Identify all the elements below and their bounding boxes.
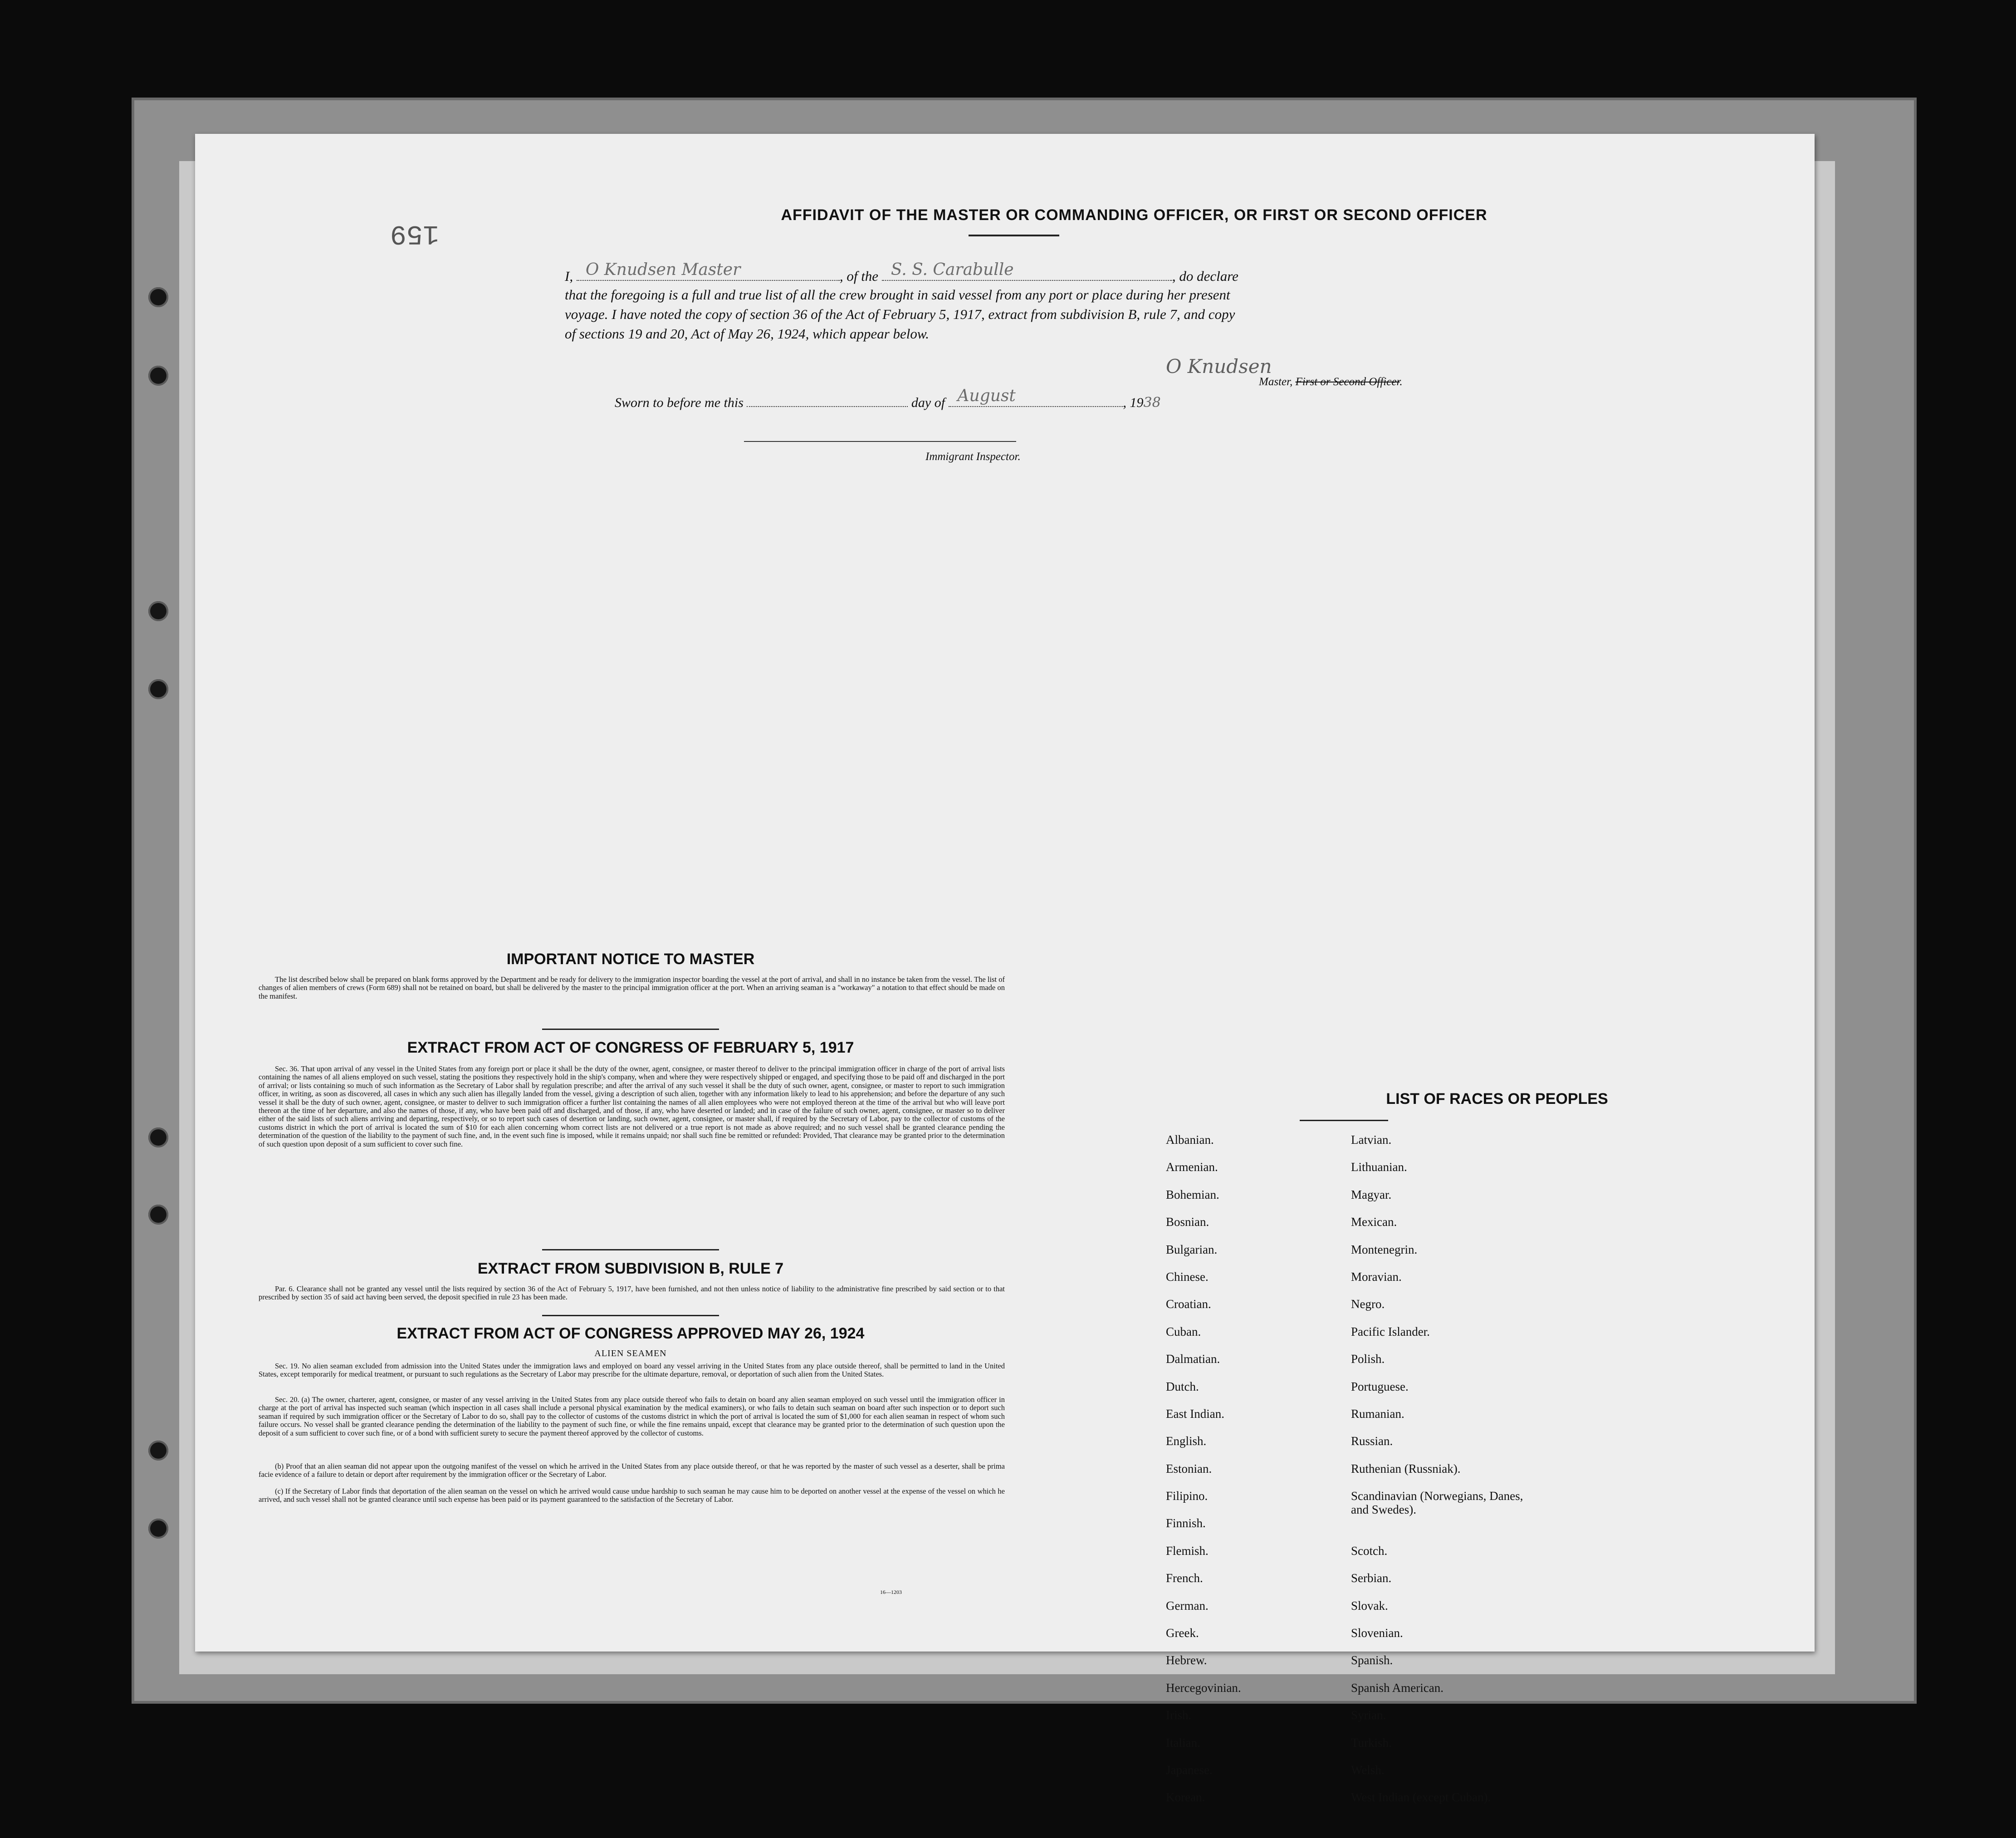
race-item: Bosnian. (1166, 1215, 1209, 1229)
affidavit-line-4: of sections 19 and 20, Act of May 26, 1924, which appear below. (565, 326, 930, 342)
extract-1924-sec20b: (b) Proof that an alien seaman did not appear upon the outgoing manifest of the vessel on which he arrived in the United States from any place outside thereof, or that he was reported by the master of such vessel as a deserter, shall be prima facie evidence of a failure to detain or deport after requirement by the immigration officer or the Secretary of Labor. (259, 1462, 1005, 1479)
notice-rule (542, 1029, 719, 1030)
race-item: Slovenian. (1351, 1626, 1403, 1640)
binder-hole-left (148, 679, 168, 699)
extract-1924-sec20a: Sec. 20. (a) The owner, charterer, agent, consignee, or master of any vessel arriving in the United States from any place outside thereof who fails to detain on board any alien seaman employed on such vessel until the immigration officer in charge at the port of arrival has inspected such seaman (which inspection in all cases shall include a personal physical examination by the medical examiners), or who fails to detain such seaman on board after such inspection or to deport such seaman if required by such immigration officer or the Secretary of Labor to do so, shall pay to the collector of customs of the customs district in which the port of arrival is located the sum of $1,000 for each alien seaman in respect of whom such failure occurs. No vessel shall be granted clearance pending the determination of the liability to the payment of such fine, or while the fine remains unpaid, except that clearance may be granted prior to the determination of such question upon the deposit of a sum sufficient to cover such fine, or of a bond with sufficient surety to secure the payment thereof approved by the collector of customs. (259, 1395, 1005, 1437)
extract-rule7-rule (542, 1315, 719, 1316)
race-item: Filipino. (1166, 1489, 1208, 1503)
notice-body: The list described below shall be prepared on blank forms approved by the Department and be ready for delivery to the immigration inspector boarding the vessel at the port of arrival, and shall in no instance be taken from the vessel. The list of changes of alien members of crews (Form 689) shall not be retained on board, but shall be delivered by the master to the principal immigration officer at the port. When an arriving seaman is a "workaway" a notation to that effect should be made on the manifest. (259, 975, 1005, 1000)
races-left-column (1166, 1133, 1241, 1818)
master-name-field (577, 260, 840, 281)
race-item: Serbian. (1351, 1571, 1392, 1585)
race-item: Negro. (1351, 1297, 1385, 1311)
race-item: Scotch. (1351, 1544, 1388, 1558)
extract-1917-title: EXTRACT FROM ACT OF CONGRESS OF FEBRUARY 5, 1917 (407, 1039, 854, 1056)
affidavit-line-3: voyage. I have noted the copy of section 36 of the Act of February 5, 1917, extract from subdivision B, rule 7, and copy (565, 306, 1235, 322)
sworn-date-field (747, 392, 908, 407)
race-item: Armenian. (1166, 1160, 1218, 1174)
race-item: Spanish American. (1351, 1681, 1443, 1695)
binder-hole-left (148, 1205, 168, 1225)
affidavit-line-1: I, O Knudsen Master , of the S. S. Carabulle , do declare (565, 260, 1238, 284)
affidavit-page (195, 134, 1815, 1804)
signature-caption: Master, First or Second Officer. (1259, 376, 1403, 388)
race-item: Pacific Islander. (1351, 1324, 1430, 1338)
races-right-column (1351, 1133, 1541, 1818)
race-item: Korean. (1166, 1790, 1205, 1804)
race-item: Scandinavian (Norwegians, Danes, and Swedes). (1351, 1489, 1523, 1517)
race-item: Portuguese. (1351, 1379, 1409, 1393)
race-item: Chinese. (1166, 1269, 1209, 1284)
affidavit-title: AFFIDAVIT OF THE MASTER OR COMMANDING OFFICER, OR FIRST OR SECOND OFFICER (781, 206, 1488, 224)
sworn-year-handwriting: 38 (1143, 395, 1161, 411)
race-item: Bohemian. (1166, 1187, 1219, 1201)
extract-1924-sec20c: (c) If the Secretary of Labor finds that deportation of the alien seaman on the vessel on which he arrived would cause undue hardship to such seaman he may cause him to be deported on another vessel at the expense of the vessel on which he arrived, and such vessel shall not be granted clearance until such expense has been paid or its payment guaranteed to the satisfaction of the Secretary of Labor. (259, 1487, 1005, 1504)
binder-hole-left (148, 601, 168, 621)
form-code: 16—1203 (880, 1589, 902, 1595)
race-item: Syrian. (1351, 1708, 1386, 1722)
vessel-name-field (882, 260, 1172, 281)
race-item: Flemish. (1166, 1544, 1209, 1558)
race-item: Irish. (1166, 1708, 1192, 1722)
binder-hole-left (148, 1127, 168, 1147)
races-rule (1300, 1120, 1388, 1121)
extract-1917-rule (542, 1249, 719, 1250)
binder-hole-left (148, 1519, 168, 1539)
master-name-handwriting: O Knudsen Master (585, 260, 741, 279)
page-number: 159 (390, 218, 440, 249)
race-item: West Indian (except Cuban). (1351, 1790, 1491, 1804)
sworn-month-field (949, 387, 1123, 407)
extract-rule7-title: EXTRACT FROM SUBDIVISION B, RULE 7 (477, 1260, 784, 1277)
race-item: Rumanian. (1351, 1407, 1404, 1421)
races-title: LIST OF RACES OR PEOPLES (1386, 1090, 1608, 1108)
extract-rule7-body: Par. 6. Clearance shall not be granted any vessel until the lists required by section 36 of the Act of February 5, 1917, have been furnished, and not then unless notice of liability to the administrative fine prescribed by said section or to that prescribed by section 35 of said act having been served, the deposit specified in rule 23 has been made. (259, 1284, 1005, 1302)
race-item: English. (1166, 1434, 1207, 1448)
affidavit-line-2: that the foregoing is a full and true list of all the crew brought in said vessel from any port or place during her present (565, 287, 1230, 303)
extract-1924-title: EXTRACT FROM ACT OF CONGRESS APPROVED MAY 26, 1924 (396, 1325, 865, 1342)
race-item: French. (1166, 1571, 1203, 1585)
inspector-caption: Immigrant Inspector. (925, 451, 1021, 463)
race-item: Russian. (1351, 1434, 1393, 1448)
title-rule (969, 235, 1059, 236)
race-item: Bulgarian. (1166, 1242, 1218, 1256)
binder-hole-left (148, 287, 168, 307)
race-item: Dalmatian. (1166, 1352, 1220, 1366)
race-item: Dutch. (1166, 1379, 1199, 1393)
extract-1924-sec19: Sec. 19. No alien seaman excluded from admission into the United States under the immigration laws and employed on board any vessel arriving in the United States from any place outside thereof, shall be permitted to land in the United States, except temporarily for medical treatment, or pursuant to such regulations as the Secretary of Labor may prescribe for the ultimate departure, removal, or deportation of such alien from the United States. (259, 1362, 1005, 1379)
race-item: Moravian. (1351, 1269, 1402, 1284)
struck-officer-text: First or Second Officer (1295, 376, 1400, 388)
race-item: Spanish. (1351, 1653, 1393, 1667)
inspector-signature-line (744, 441, 1016, 442)
race-item: Estonian. (1166, 1461, 1212, 1475)
binder-hole-left (148, 1441, 168, 1461)
race-item: Cuban. (1166, 1324, 1201, 1338)
race-item: Finnish. (1166, 1516, 1206, 1530)
race-item: Polish. (1351, 1352, 1385, 1366)
race-item: Latvian. (1351, 1133, 1392, 1147)
race-item: Croatian. (1166, 1297, 1211, 1311)
sworn-month-handwriting: August (957, 387, 1016, 405)
race-item: Ruthenian (Russniak). (1351, 1461, 1461, 1475)
race-item: Italian. (1166, 1735, 1200, 1750)
race-item: Slovak. (1351, 1598, 1388, 1613)
race-item: Montenegrin. (1351, 1242, 1418, 1256)
race-item: Hebrew. (1166, 1653, 1207, 1667)
sworn-line: Sworn to before me this day of August , 1938 (615, 387, 1161, 411)
race-item: Mexican. (1351, 1215, 1397, 1229)
vessel-name-handwriting: S. S. Carabulle (891, 260, 1014, 279)
notice-title: IMPORTANT NOTICE TO MASTER (506, 951, 755, 968)
race-item: East Indian. (1166, 1407, 1224, 1421)
race-item: Greek. (1166, 1626, 1199, 1640)
race-item: German. (1166, 1598, 1209, 1613)
race-item: Japanese. (1166, 1763, 1213, 1777)
extract-1917-body: Sec. 36. That upon arrival of any vessel in the United States from any foreign port or place it shall be the duty of the owner, agent, consignee, or master thereof to deliver to the principal immigration officer in charge of the port of arrival lists containing the names of all aliens employed on such vessel, stating the positions they respectively hold in the ship's company, when and where they were respectively shipped or engaged, and specifying those to be paid off and discharged in the port of arrival; or lists containing so much of such information as the Secretary of Labor shall by regulation prescribe; and after the arrival of any such vessel it shall be the duty of such owner, agent, consignee, or master to report to such immigration officer, in writing, as soon as discovered, all cases in which any such alien has illegally landed from the vessel, giving a description of such alien, together with any information likely to lead to his apprehension; and before the departure of any such vessel it shall be the duty of such owner, agent, consignee, or master to deliver to such immigration officer a further list containing the names of all alien employees who were not employed thereon at the time of the arrival but who will leave port thereon at the time of her departure, and also the names of those, if any, who have been paid off and discharged, and of those, if any, who have deserted or landed; and in case of the failure of such owner, agent, consignee, or master so to deliver either of the said lists of such aliens arriving and departing, respectively, or so to report such cases of desertion or landing, such owner, agent, consignee, or master shall, if required by the Secretary of Labor, pay to the collector of customs of the customs district in which the port of arrival is located the sum of $10 for each alien concerning whom correct lists are not delivered or a true report is not made as above required; and no such vessel shall be granted clearance pending the determination of the question of the liability to the payment of such fine, and, in the event such fine is imposed, while it remains unpaid; nor shall such fine be remitted or refunded: Provided, That clearance may be granted prior to the determination of such question upon deposit of a sum sufficient to cover such fine. (259, 1064, 1005, 1148)
binder-hole-left (148, 366, 168, 386)
race-item: Lithuanian. (1351, 1160, 1407, 1174)
master-signature: O Knudsen (1166, 355, 1272, 377)
race-item: Turkish. (1351, 1735, 1392, 1750)
alien-seamen-subtitle: ALIEN SEAMEN (594, 1348, 667, 1358)
race-item: Welsh. (1351, 1763, 1385, 1777)
race-item: Magyar. (1351, 1187, 1392, 1201)
race-item: Albanian. (1166, 1133, 1214, 1147)
race-item: Hercegovinian. (1166, 1681, 1241, 1695)
